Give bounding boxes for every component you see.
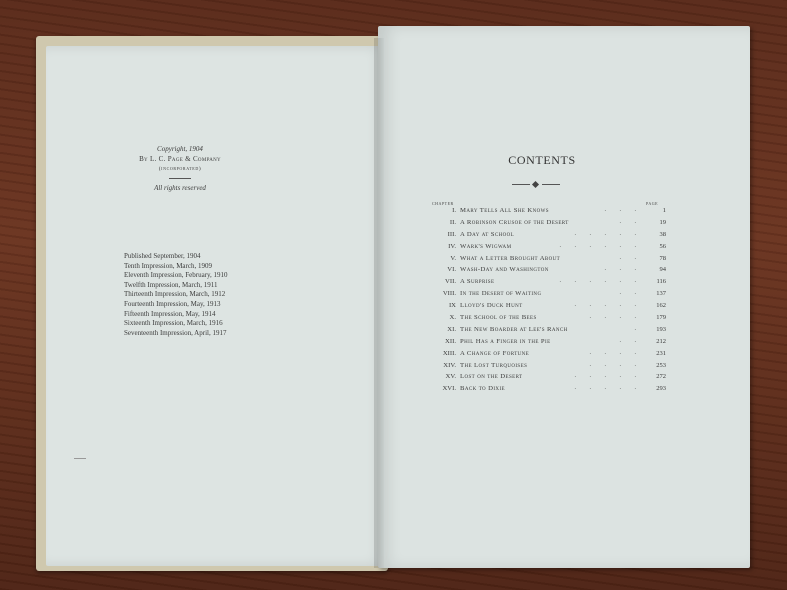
- chapter-leader-dots: . . . . . .: [559, 242, 642, 249]
- toc-row: [418, 302, 668, 314]
- toc-row: [418, 290, 668, 302]
- impression-line: Published September, 1904: [124, 252, 201, 260]
- chapter-page: 179: [656, 314, 666, 322]
- chapter-leader-dots: . . . . .: [574, 302, 642, 309]
- chapter-page: 293: [656, 385, 666, 393]
- chapter-leader-dots: . . . . . .: [559, 278, 642, 285]
- chapter-number: VIII.: [442, 290, 456, 298]
- chapter-leader-dots: . . . . .: [574, 230, 642, 237]
- impression-line: Seventeenth Impression, April, 1917: [124, 328, 227, 337]
- impression-line: Sixteenth Impression, March, 1916: [124, 319, 223, 328]
- ornament-divider: [512, 183, 560, 187]
- chapter-page: 253: [656, 361, 666, 369]
- chapter-header: CHAPTER: [432, 201, 454, 206]
- toc-row: [418, 255, 668, 267]
- chapter-title: A Surprise: [460, 278, 495, 286]
- chapter-leader-dots: . . . .: [589, 361, 642, 368]
- chapter-title: Lloyd's Duck Hunt: [460, 302, 523, 310]
- impression-line: Thirteenth Impression, March, 1912: [124, 290, 226, 299]
- impression-line: Twelfth Impression, March, 1911: [124, 280, 218, 289]
- chapter-page: 231: [656, 349, 666, 357]
- chapter-number: XI.: [447, 325, 456, 333]
- chapter-page: 38: [659, 230, 666, 238]
- toc-row: [418, 385, 668, 397]
- contents-title: CONTENTS: [508, 153, 576, 167]
- chapter-number: XII.: [445, 337, 456, 345]
- chapter-page: 272: [656, 373, 666, 381]
- chapter-number: XVI.: [442, 385, 456, 393]
- toc-row: [418, 278, 668, 290]
- chapter-number: III.: [447, 230, 456, 238]
- chapter-leader-dots: . .: [619, 218, 642, 225]
- toc-row: [418, 314, 668, 326]
- chapter-page: 78: [659, 254, 666, 262]
- chapter-page: 1: [662, 207, 666, 214]
- copyright-year: Copyright, 1904: [157, 145, 203, 153]
- chapter-title: The School of the Bees: [460, 314, 537, 322]
- toc-row: [418, 266, 668, 278]
- chapter-number: XIII.: [442, 349, 456, 357]
- chapter-page: 193: [656, 325, 666, 333]
- chapter-number: IX: [448, 302, 456, 310]
- chapter-title: Back to Dixie: [460, 385, 505, 393]
- chapter-number: V.: [450, 254, 456, 262]
- toc-row: [418, 231, 668, 243]
- copyright-block: [100, 144, 260, 193]
- chapter-leader-dots: . .: [619, 254, 642, 261]
- chapter-leader-dots: . . . . .: [574, 385, 642, 392]
- chapter-title: The New Boarder at Lee's Ranch: [460, 325, 568, 333]
- chapter-number: II.: [449, 218, 456, 226]
- chapter-title: A Day at School: [460, 230, 515, 238]
- impression-line: Fourteenth Impression, May, 1913: [124, 299, 221, 308]
- chapter-leader-dots: . . . . .: [574, 373, 642, 380]
- copyright-incorporated: (incorporated): [158, 166, 202, 172]
- chapter-title: In the Desert of Waiting: [460, 290, 542, 298]
- chapter-number: X.: [449, 314, 456, 322]
- copyright-publisher: By L. C. Page & Company: [139, 155, 221, 163]
- chapter-leader-dots: . . . .: [589, 314, 642, 321]
- chapter-leader-dots: . .: [619, 290, 642, 297]
- page-header: PAGE: [646, 201, 659, 206]
- chapter-page: 116: [656, 278, 666, 286]
- chapter-number: VII.: [445, 278, 456, 286]
- impressions-list: [124, 252, 294, 338]
- chapter-page: 137: [656, 290, 666, 298]
- book-gutter: [374, 38, 384, 568]
- toc-row: [418, 362, 668, 374]
- chapter-leader-dots: . .: [619, 337, 642, 344]
- chapter-title: What a Letter Brought About: [460, 254, 561, 262]
- page-mark: [74, 458, 86, 459]
- toc-row: [418, 207, 668, 219]
- chapter-page: 56: [659, 242, 666, 250]
- chapter-page: 212: [656, 337, 666, 345]
- chapter-title: A Change of Fortune: [460, 349, 530, 357]
- chapter-number: VI.: [447, 266, 456, 274]
- toc-row: [418, 338, 668, 350]
- chapter-title: Lost on the Desert: [460, 373, 523, 381]
- impression-line: Fifteenth Impression, May, 1914: [124, 309, 216, 318]
- toc-row: [418, 350, 668, 362]
- chapter-title: Wash-Day and Washington: [460, 266, 549, 274]
- chapter-title: Mary Tells All She Knows: [460, 207, 549, 214]
- chapter-leader-dots: . . .: [604, 207, 642, 213]
- toc-row: [418, 243, 668, 255]
- chapter-page: 19: [659, 218, 666, 226]
- chapter-number: XIV.: [443, 361, 456, 369]
- chapter-leader-dots: . . .: [604, 266, 642, 273]
- impression-line: Tenth Impression, March, 1909: [124, 261, 212, 270]
- chapter-title: A Robinson Crusoe of the Desert: [460, 218, 569, 226]
- chapter-title: Wark's Wigwam: [460, 242, 512, 250]
- copyright-rights: All rights reserved: [154, 184, 206, 192]
- chapter-number: I.: [452, 207, 456, 214]
- table-of-contents: [418, 207, 668, 397]
- toc-row: [418, 326, 668, 338]
- chapter-title: Phil Has a Finger in the Pie: [460, 337, 551, 345]
- chapter-page: 94: [659, 266, 666, 274]
- copyright-rule: [169, 178, 191, 179]
- impression-line: Eleventh Impression, February, 1910: [124, 271, 228, 280]
- toc-row: [418, 373, 668, 385]
- chapter-leader-dots: .: [634, 325, 642, 332]
- chapter-page: 162: [656, 302, 666, 310]
- chapter-title: The Lost Turquoises: [460, 361, 528, 369]
- chapter-number: XV.: [445, 373, 456, 381]
- toc-row: [418, 219, 668, 231]
- chapter-number: IV.: [448, 242, 456, 250]
- chapter-leader-dots: . . . .: [589, 349, 642, 356]
